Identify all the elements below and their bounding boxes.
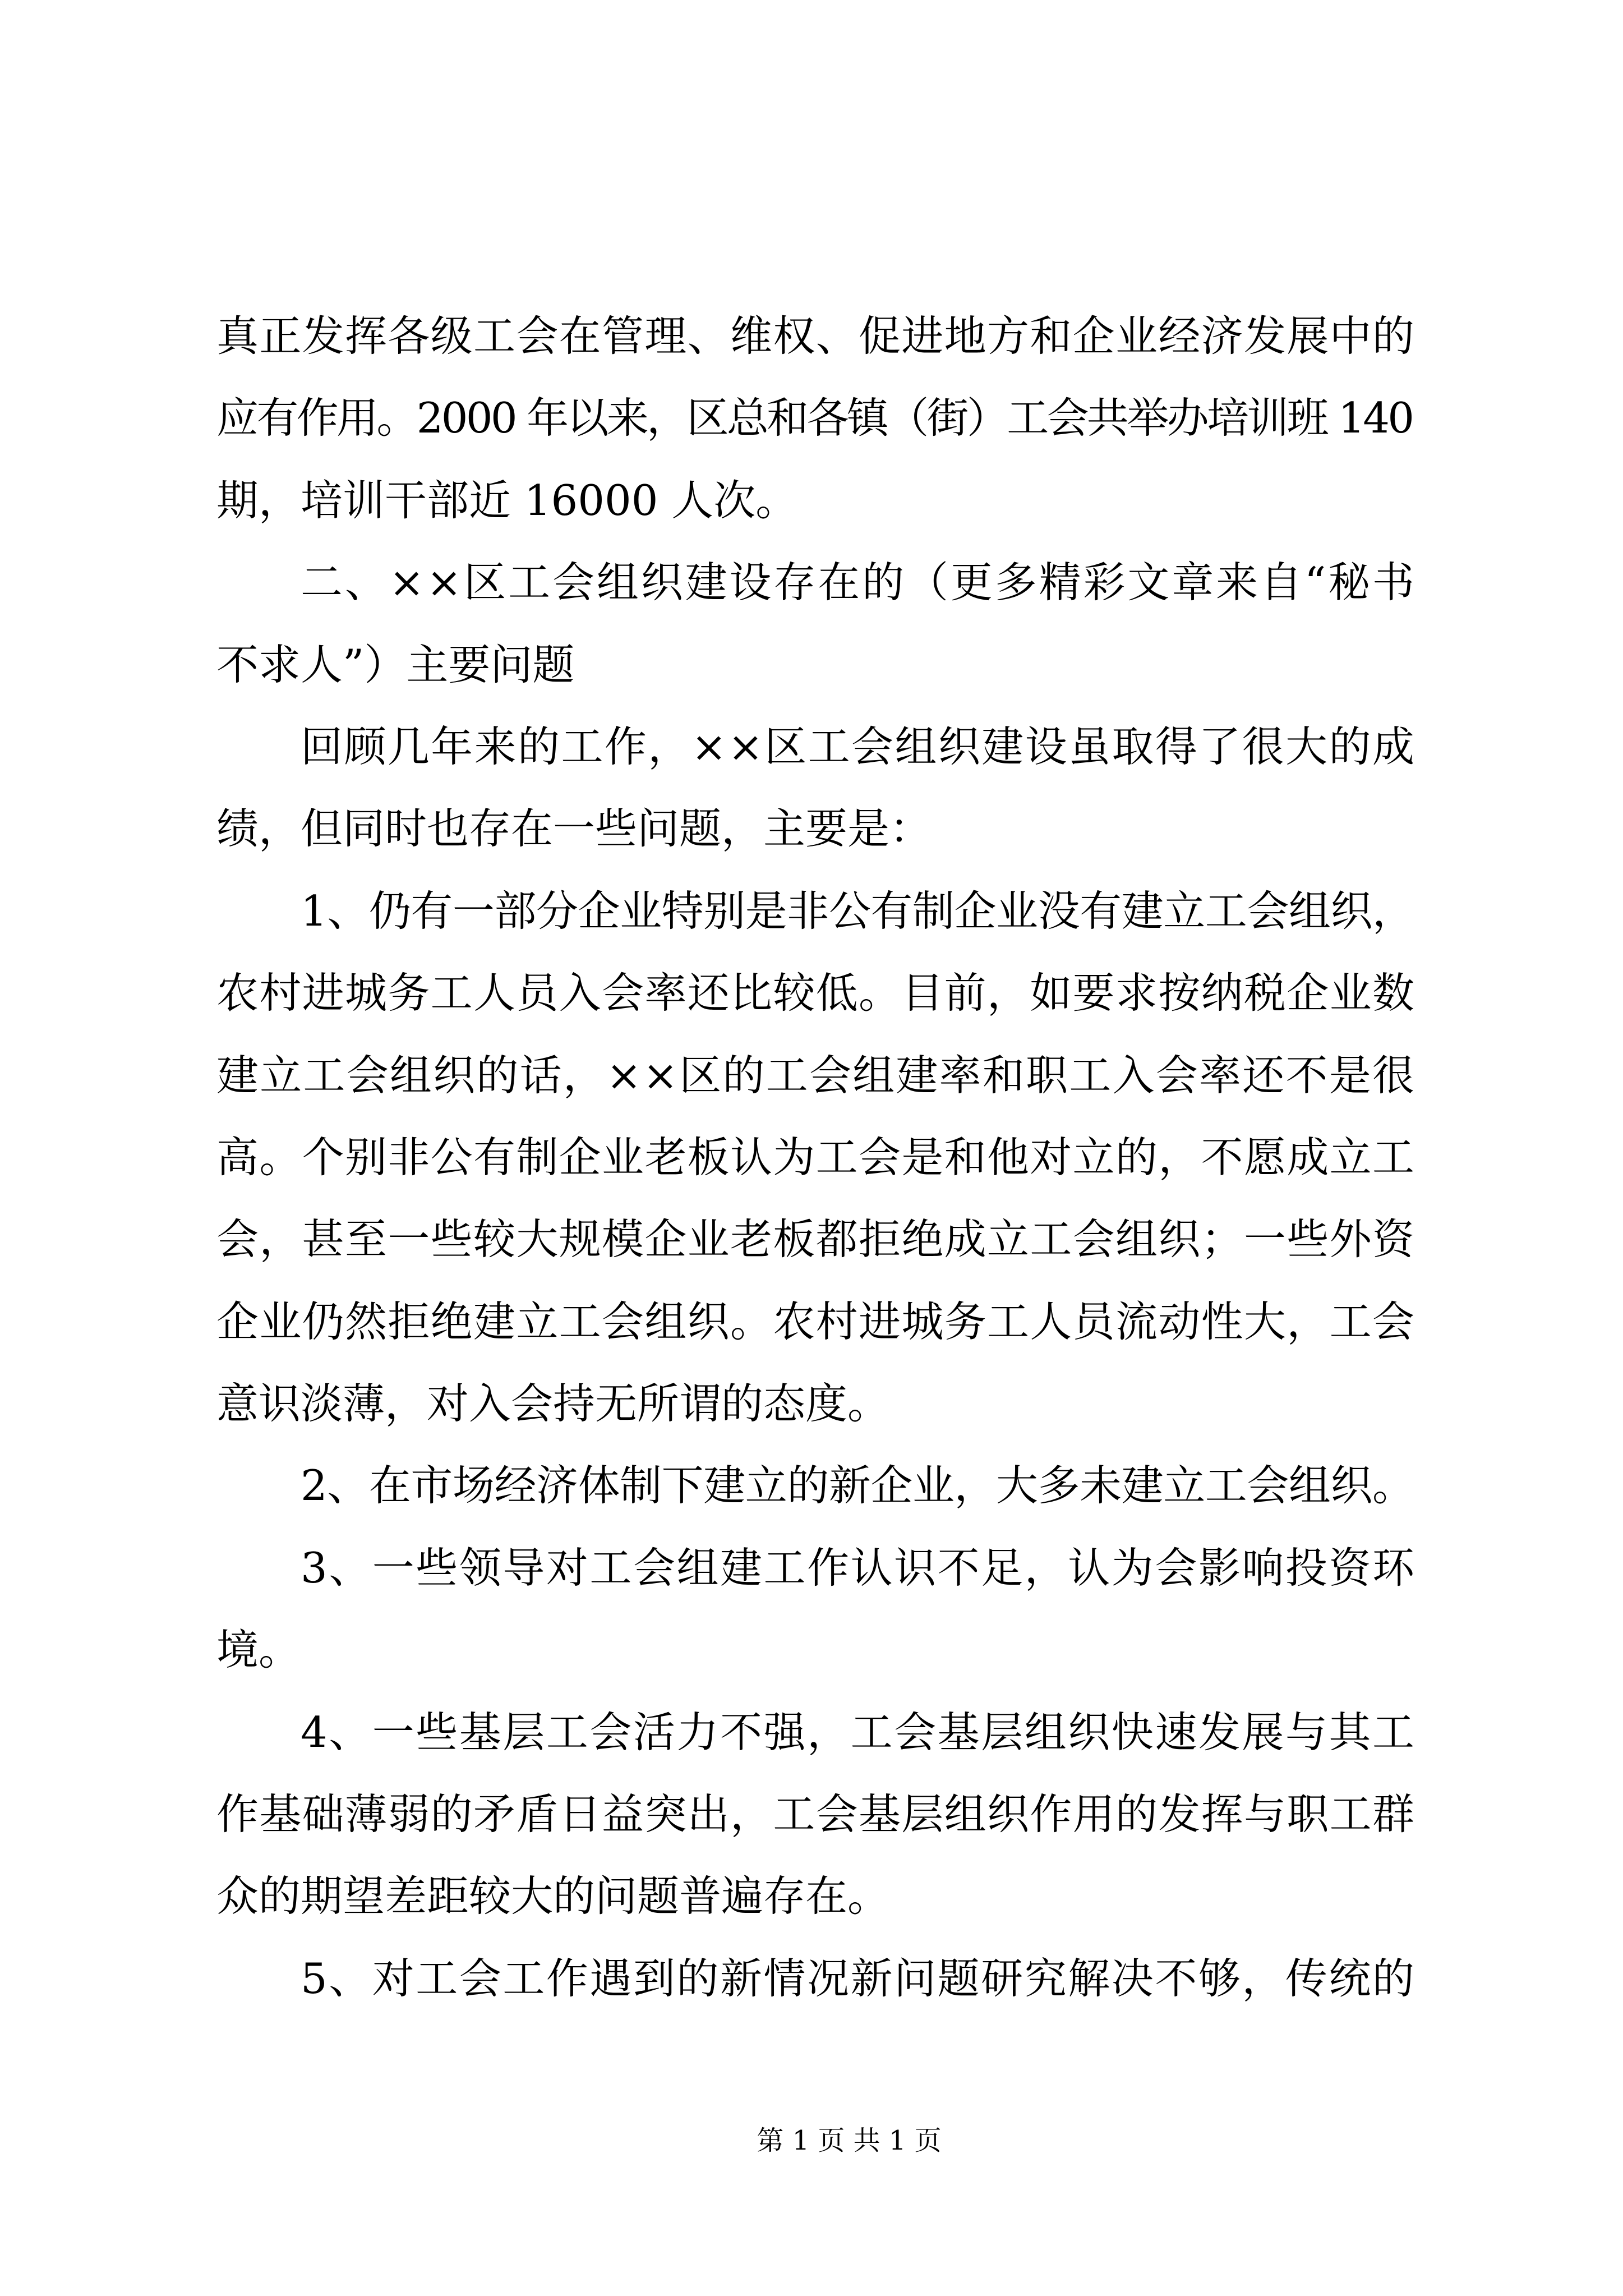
list-item-line: 农村进城务工人员入会率还比较低。目前，如要求按纳税企业数 [216,968,1415,1018]
list-item-4 [216,1691,1414,1938]
list-item-line: 2、在市场经济体制下建立的新企业，大多未建立工会组织。 [301,1461,1414,1511]
document-body [216,295,1417,2019]
section-heading-line: 二、××区工会组织建设存在的（更多精彩文章来自“秘书 [301,558,1417,608]
list-item-line: 作基础薄弱的矛盾日益突出，工会基层组织作用的发挥与职工群 [216,1789,1415,1839]
list-item-2 [216,1444,1414,1526]
paragraph-line: 期，培训干部近 16000 人次。 [216,475,798,525]
list-item-line: 高。个别非公有制企业老板认为工会是和他对立的，不愿成立工 [216,1132,1415,1182]
list-item-line: 意识淡薄，对入会持无所谓的态度。 [216,1379,890,1429]
paragraph-line: 回顾几年来的工作，××区工会组织建设虽取得了很大的成 [301,721,1416,771]
list-item-5 [216,1938,1414,2019]
list-item-3 [216,1527,1414,1691]
list-item-line: 众的期望差距较大的问题普遍存在。 [216,1871,890,1921]
list-item-line: 3、一些领导对工会组建工作认识不足，认为会影响投资环 [301,1543,1416,1593]
list-item-line: 1、仍有一部分企业特别是非公有制企业没有建立工会组织， [301,886,1414,936]
paragraph-continued [216,295,1414,541]
section-heading [216,541,1417,706]
section-heading-line: 不求人”）主要问题 [216,639,575,689]
list-item-line: 4、一些基层工会活力不强，工会基层组织快速发展与其工 [301,1707,1416,1757]
list-item-1 [216,870,1414,1445]
paragraph-line: 真正发挥各级工会在管理、维权、促进地方和企业经济发展中的 [216,311,1415,361]
list-item-line: 5、对工会工作遇到的新情况新问题研究解决不够，传统的 [301,1953,1416,2003]
list-item-line: 境。 [216,1625,301,1675]
list-item-line: 企业仍然拒绝建立工会组织。农村进城务工人员流动性大，工会 [216,1296,1415,1346]
list-item-line: 建立工会组织的话，××区的工会组建率和职工入会率还不是很 [216,1050,1416,1100]
paragraph-line: 应有作用。2000 年以来，区总和各镇（街）工会共举办培训班 140 [216,393,1413,443]
paragraph-line: 绩，但同时也存在一些问题，主要是： [216,804,932,854]
list-item-line: 会，甚至一些较大规模企业老板都拒绝成立工会组织；一些外资 [216,1214,1415,1264]
paragraph-review [216,706,1414,870]
page-footer: 第 1 页 共 1 页 [757,2125,942,2156]
